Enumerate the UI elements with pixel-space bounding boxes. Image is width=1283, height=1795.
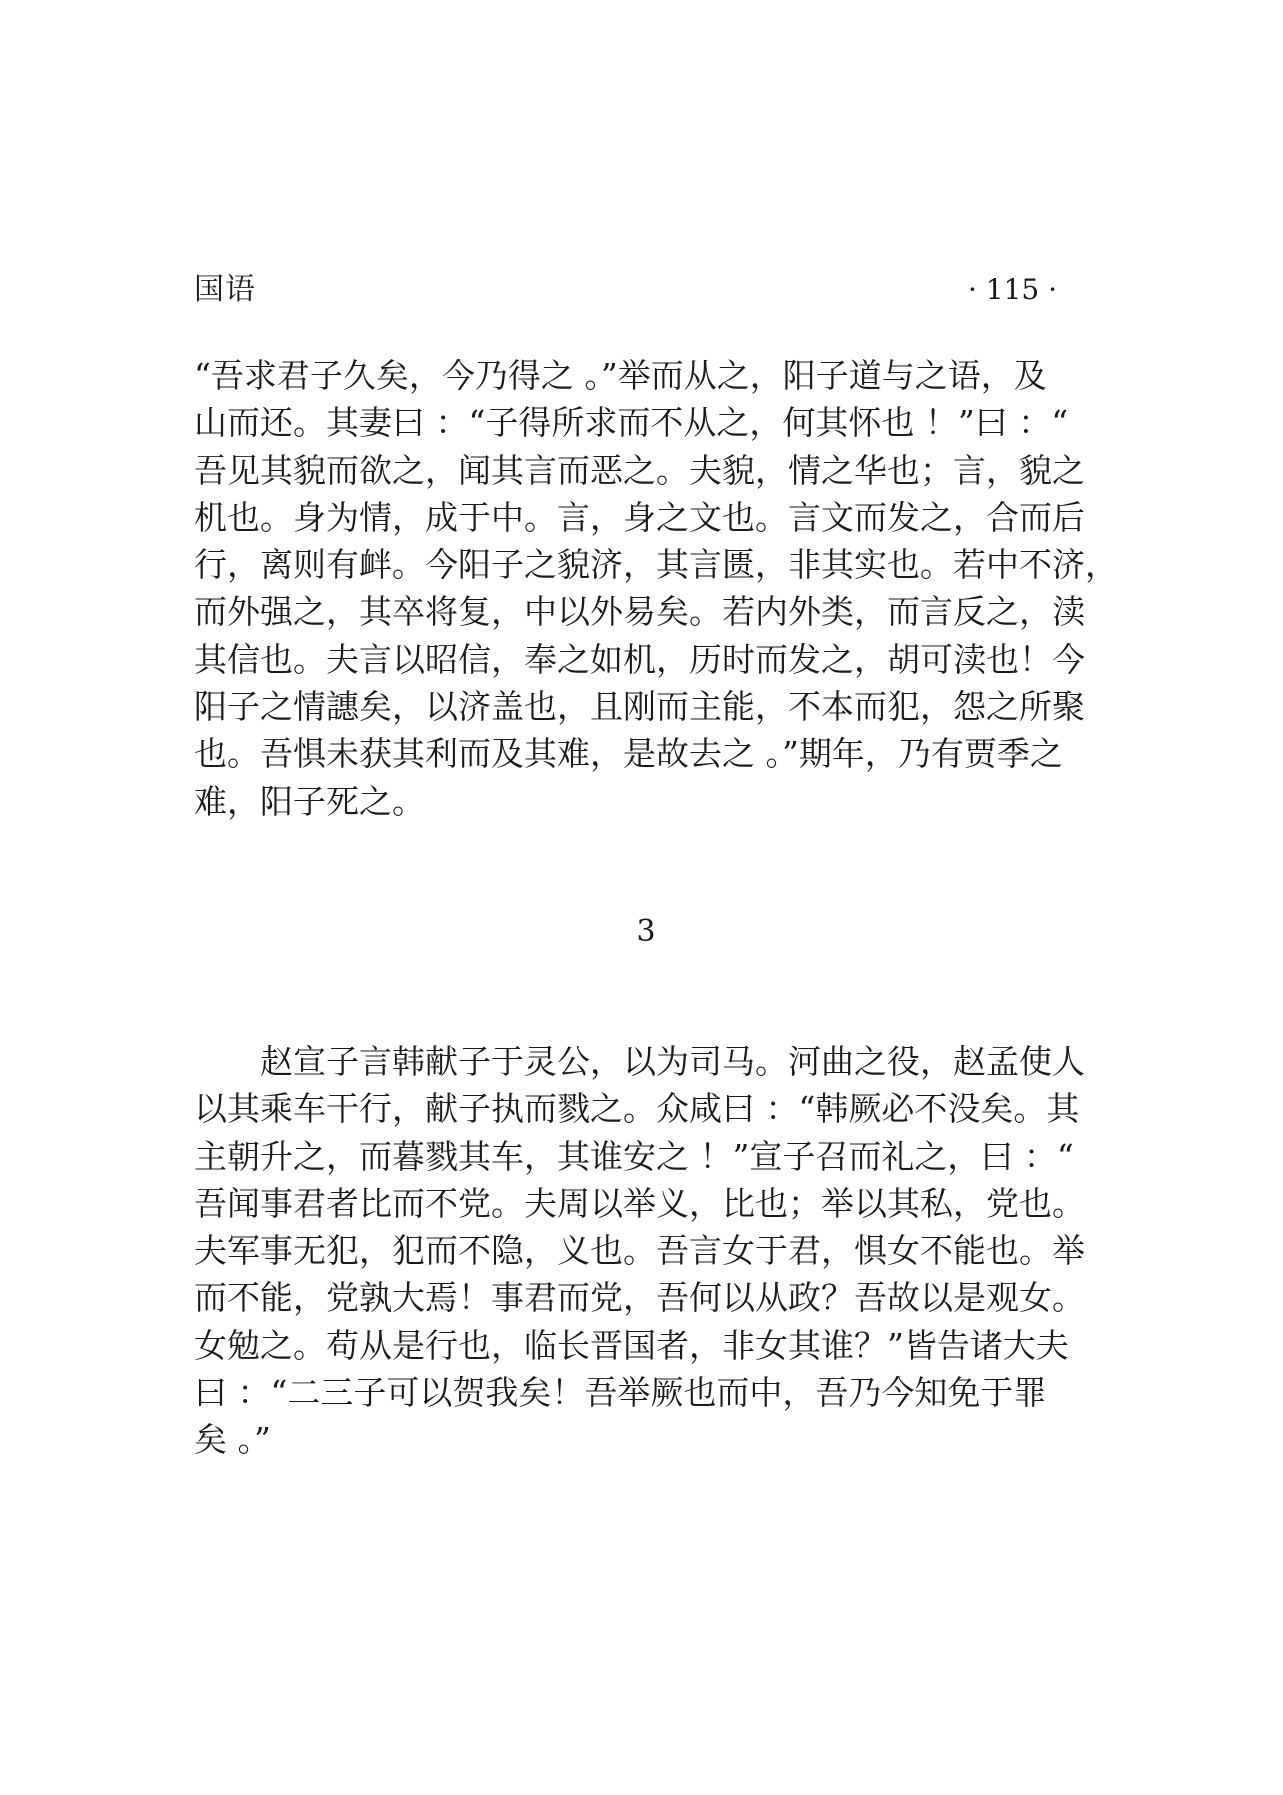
text-line: 曰 ：“二三子可以贺我矣！吾举厥也而中，吾乃今知免于罪 (194, 1373, 1047, 1413)
text-line: 女勉之。苟从是行也，临长晋国者，非女其谁？”皆告诸大夫 (194, 1325, 1069, 1365)
text-line: 吾见其貌而欲之，闻其言而恶之。夫貌，情之华也；言，貌之 (194, 450, 1085, 490)
text-line: 山而还。其妻曰 ：“子得所求而不从之，何其怀也 ！”曰 ：“ (194, 403, 1069, 443)
text-line: 矣 。” (194, 1420, 271, 1460)
running-title: 国语 (194, 272, 256, 307)
text-line: 吾闻事君者比而不党。夫周以举义，比也；举以其私，党也。 (194, 1183, 1085, 1223)
page-number: · 115 · (968, 273, 1058, 306)
text-line: 夫军事无犯，犯而不隐，义也。吾言女于君，惧女不能也。举 (194, 1231, 1085, 1271)
text-line: 行，离则有衅。今阳子之貌济，其言匮，非其实也。若中不济， (194, 545, 1118, 585)
section-number: 3 (636, 914, 656, 949)
paragraph-1 (194, 352, 1118, 825)
text-line: 也。吾惧未获其利而及其难，是故去之 。”期年，乃有贾季之 (194, 734, 1063, 774)
text-line: 而外强之，其卒将复，中以外易矣。若内外类，而言反之，渎 (194, 592, 1085, 632)
text-line: 主朝升之，而暮戮其车，其谁安之 ！”宣子召而礼之，曰 ：“ (194, 1136, 1074, 1176)
text-line: 赵宣子言韩献子于灵公，以为司马。河曲之役，赵孟使人 (194, 1042, 1085, 1081)
paragraph-2 (194, 1038, 1094, 1464)
text-line: 难，阳子死之。 (194, 781, 425, 821)
text-line: 以其乘车干行，献子执而戮之。众咸曰 ：“韩厥必不没矣。其 (194, 1089, 1080, 1129)
text-line: 其信也。夫言以昭信，奉之如机，历时而发之，胡可渎也！今 (194, 639, 1085, 679)
text-line: 而不能，党孰大焉！事君而党，吾何以从政？吾故以是观女。 (194, 1278, 1085, 1318)
text-line: “吾求君子久矣，今乃得之 。”举而从之，阳子道与之语，及 (194, 356, 1047, 395)
text-line: 阳子之情譓矣，以济盖也，且刚而主能，不本而犯，怨之所聚 (194, 687, 1085, 727)
text-line: 机也。身为情，成于中。言，身之文也。言文而发之，合而后 (194, 497, 1085, 537)
